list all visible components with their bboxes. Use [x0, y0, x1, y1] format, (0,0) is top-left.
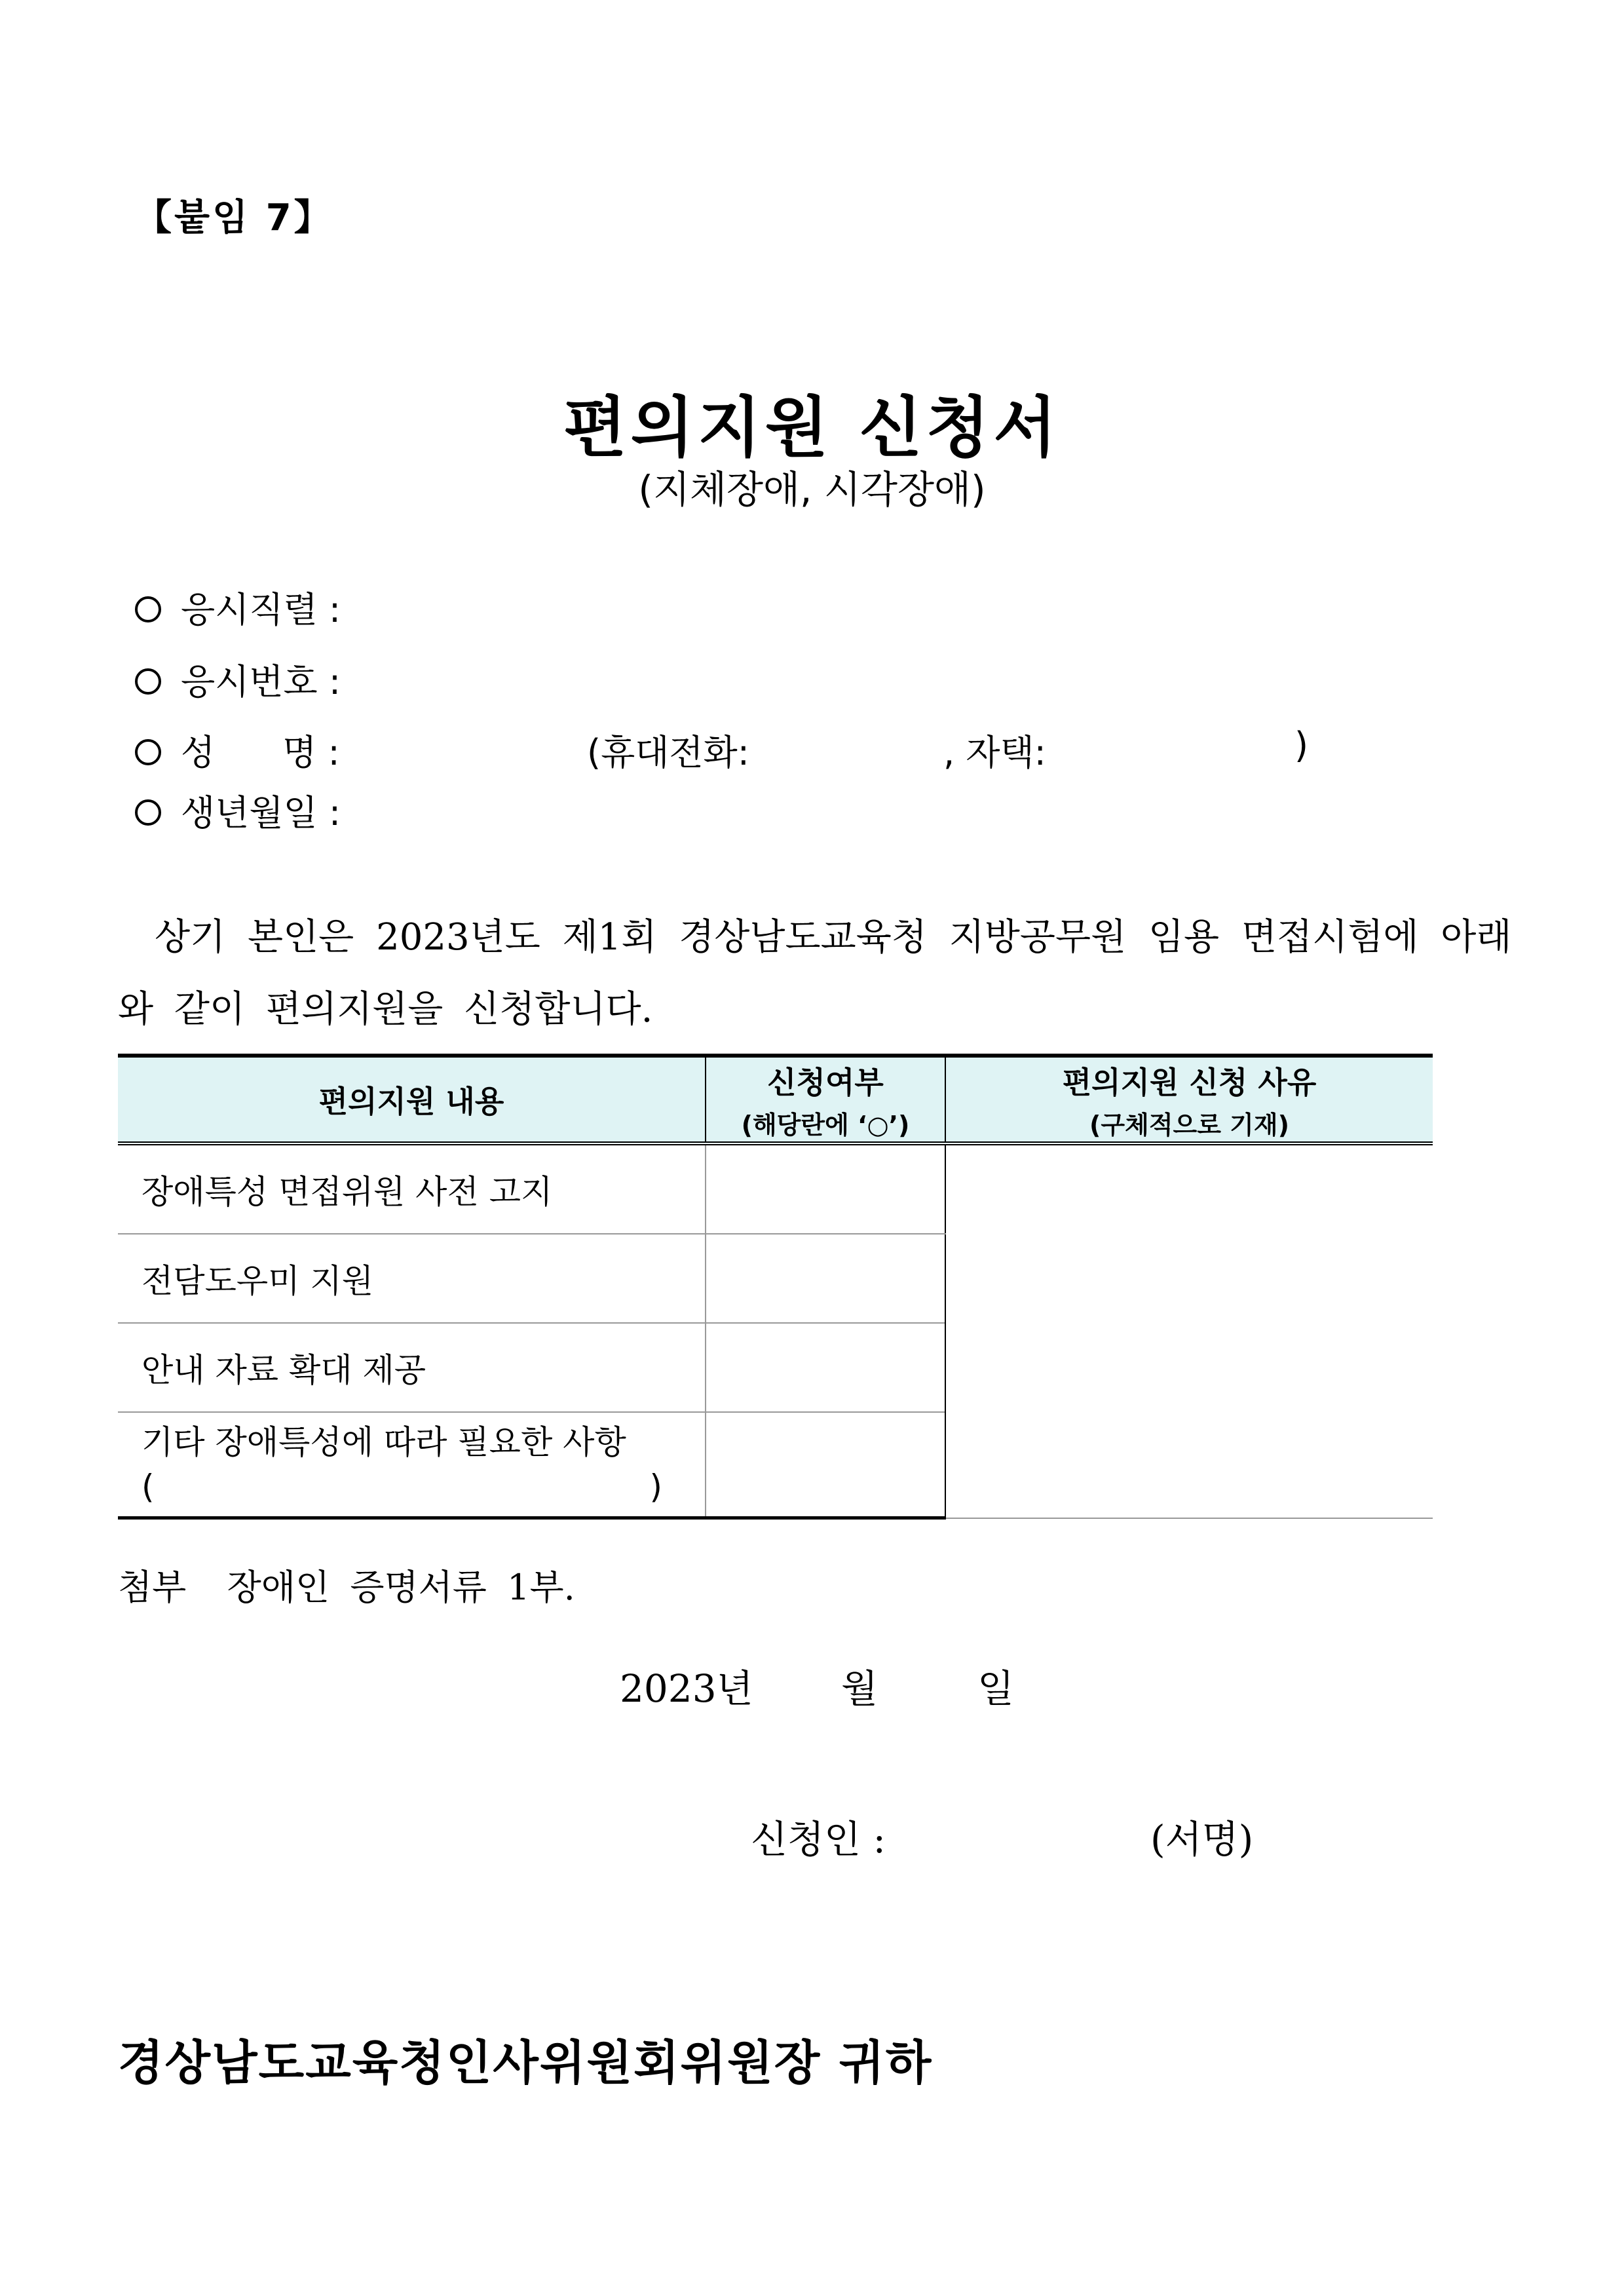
apply-check-cell[interactable] [706, 1234, 945, 1323]
circle-bullet-icon [135, 668, 161, 695]
circle-bullet-icon [135, 799, 161, 826]
other-close-paren: ) [649, 1468, 662, 1506]
signer-label: 신청인 : [751, 1817, 886, 1862]
field-exam-number[interactable] [135, 654, 341, 704]
field-job-label: 응시직렬 : [181, 589, 341, 630]
field-close-paren: ) [1294, 725, 1309, 766]
table-row [118, 1143, 1433, 1234]
recipient: 경상남도교육청인사위원회위원장 귀하 [118, 2035, 933, 2090]
date-month: 월 [841, 1666, 878, 1711]
header-apply [706, 1056, 945, 1143]
support-table [118, 1054, 1433, 1520]
statement-line-2: 와 같이 편의지원을 신청합니다. [118, 988, 653, 1031]
field-birth-label: 생년월일 : [181, 792, 341, 833]
apply-check-cell[interactable] [706, 1143, 945, 1234]
header-content [118, 1056, 706, 1143]
header-apply-label: 신청여부 [767, 1064, 884, 1100]
date-year: 2023년 [620, 1666, 753, 1711]
circle-bullet-icon [135, 739, 161, 765]
header-reason-label: 편의지원 신청 사유 [1062, 1064, 1317, 1100]
attachment-label: 【붙임 7】 [135, 197, 333, 239]
row-other-blank[interactable] [142, 1464, 662, 1509]
apply-check-cell[interactable] [706, 1323, 945, 1412]
field-phone-label[interactable]: (휴대전화: [587, 732, 749, 773]
row-content: 안내 자료 확대 제공 [118, 1323, 706, 1412]
date-day: 일 [977, 1666, 1015, 1711]
field-name-label: 성 명 : [181, 732, 340, 773]
circle-bullet-icon [135, 596, 161, 622]
header-reason [945, 1056, 1433, 1143]
field-birth[interactable] [135, 785, 341, 835]
attachment-note: 첨부 장애인 증명서류 1부. [118, 1567, 575, 1608]
signature-field[interactable]: (서명) [1150, 1817, 1254, 1862]
row-content: 전담도우미 지원 [118, 1234, 706, 1323]
table-header-row [118, 1056, 1433, 1143]
field-exam-number-label: 응시번호 : [181, 661, 341, 702]
reason-cell[interactable] [945, 1143, 1433, 1518]
header-content-label: 편의지원 내용 [318, 1084, 504, 1119]
row-other-label: 기타 장애특성에 따라 필요한 사항 [142, 1423, 626, 1461]
field-job[interactable] [135, 582, 341, 632]
other-open-paren: ( [142, 1468, 155, 1506]
field-name[interactable] [135, 725, 340, 775]
field-home-label[interactable]: , 자택: [943, 732, 1046, 773]
form-subtitle: (지체장애, 시각장애) [638, 467, 986, 512]
apply-check-cell[interactable] [706, 1412, 945, 1518]
header-apply-note: (해당란에 ‘○’) [741, 1110, 910, 1139]
row-content: 장애특성 면접위원 사전 고지 [118, 1143, 706, 1234]
statement-line-1: 상기 본인은 2023년도 제1회 경상남도교육청 지방공무원 임용 면접시험에 아래 [155, 916, 1512, 959]
form-title: 편의지원 신청서 [563, 389, 1061, 466]
row-content-other [118, 1412, 706, 1518]
header-reason-note: (구체적으로 기재) [1089, 1110, 1289, 1139]
